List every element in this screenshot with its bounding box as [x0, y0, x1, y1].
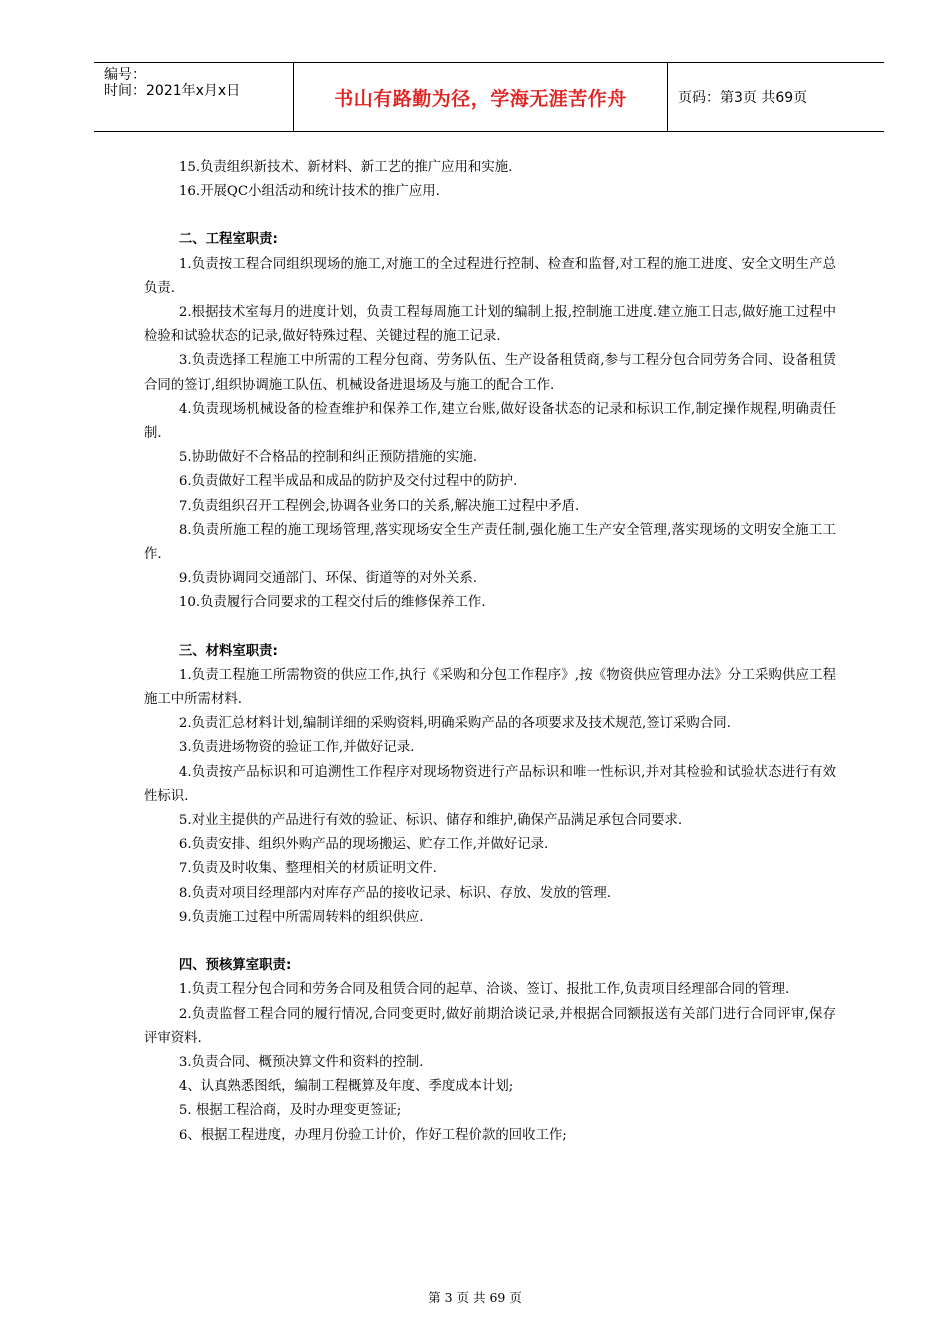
document-time: 时间：2021年x月x日 [104, 83, 241, 99]
list-item: 6.负责做好工程半成品和成品的防护及交付过程中的防护. [178, 474, 518, 490]
list-item: 3.负责合同、概预决算文件和资料的控制. [178, 1054, 424, 1070]
list-item: 15.负责组织新技术、新材料、新工艺的推广应用和实施. [178, 160, 513, 175]
list-item: 9.负责协调同交通部门、环保、街道等的对外关系. [178, 571, 478, 587]
document-body [144, 156, 836, 1148]
list-item: 9.负责施工过程中所需周转料的组织供应. [178, 909, 424, 925]
list-item: 2.负责监督工程合同的履行情况,合同变更时,做好前期洽谈记录,并根据合同额报送有关部门进行合同评审,保存评审资料. [144, 1006, 836, 1046]
list-item: 16.开展QC小组活动和统计技术的推广应用. [178, 184, 440, 200]
list-item: 7.负责组织召开工程例会,协调各业务口的关系,解决施工过程中矛盾. [178, 498, 580, 514]
list-item: 10.负责履行合同要求的工程交付后的维修保养工作. [178, 595, 486, 611]
list-item: 6、根据工程进度，办理月份验工计价，作好工程价款的回收工作; [178, 1127, 567, 1143]
list-item: 5.对业主提供的产品进行有效的验证、标识、储存和维护,确保产品满足承包合同要求. [178, 813, 683, 829]
list-item: 2.根据技术室每月的进度计划，负责工程每周施工计划的编制上报,控制施工进度.建立施工日志,做好施工过程中检验和试验状态的记录,做好特殊过程、关键过程的施工记录. [144, 305, 836, 345]
list-item: 7.负责及时收集、整理相关的材质证明文件. [178, 861, 437, 877]
section-title-engineering: 二、工程室职责: [178, 232, 278, 248]
section-title-materials: 三、材料室职责: [178, 643, 278, 659]
list-item: 4.负责现场机械设备的检查维护和保养工作,建立台账,做好设备状态的记录和标识工作,制定操作规程,明确责任制. [144, 401, 836, 442]
list-item: 6.负责安排、组织外购产品的现场搬运、贮存工作,并做好记录. [178, 837, 549, 853]
list-item: 4.负责按产品标识和可追溯性工作程序对现场物资进行产品标识和唯一性标识,并对其检验和试验状态进行有效性标识. [144, 764, 836, 804]
header-motto: 书山有路勤为径，学海无涯苦作舟 [294, 63, 668, 131]
page-header [94, 62, 884, 132]
list-item: 5. 根据工程洽商，及时办理变更签证; [178, 1103, 402, 1119]
list-item: 3.负责选择工程施工中所需的工程分包商、劳务队伍、生产设备租赁商,参与工程分包合同劳务合同、设备租赁合同的签订,组织协调施工队伍、机械设备进退场及与施工的配合工作. [144, 353, 836, 393]
list-item: 8.负责对项目经理部内对库存产品的接收记录、标识、存放、发放的管理. [178, 885, 611, 901]
document-number-label: 编号： [104, 67, 146, 83]
list-item: 8.负责所施工程的施工现场管理,落实现场安全生产责任制,强化施工生产安全管理,落实现场的文明安全施工工作. [144, 522, 836, 563]
list-item: 3.负责进场物资的验证工作,并做好记录. [178, 740, 415, 756]
list-item: 1.负责按工程合同组织现场的施工,对施工的全过程进行控制、检查和监督,对工程的施工进度、安全文明生产总负责. [144, 256, 836, 296]
page-footer: 第 3 页 共 69 页 [428, 1290, 522, 1305]
section-title-budget: 四、预核算室职责: [178, 958, 292, 974]
list-item: 2.负责汇总材料计划,编制详细的采购资料,明确采购产品的各项要求及技术规范,签订采购合同. [178, 716, 731, 732]
list-item: 4、认真熟悉图纸，编制工程概算及年度、季度成本计划; [178, 1079, 514, 1095]
header-page-info: 页码：第3页 共69页 [678, 90, 808, 106]
header-meta [94, 63, 294, 131]
list-item: 1.负责工程分包合同和劳务合同及租赁合同的起草、洽谈、签订、报批工作,负责项目经理部合同的管理. [178, 982, 790, 998]
list-item: 5.协助做好不合格品的控制和纠正预防措施的实施. [178, 450, 478, 466]
list-item: 1.负责工程施工所需物资的供应工作,执行《采购和分包工作程序》,按《物资供应管理办法》分工采购供应工程施工中所需材料. [144, 667, 836, 708]
